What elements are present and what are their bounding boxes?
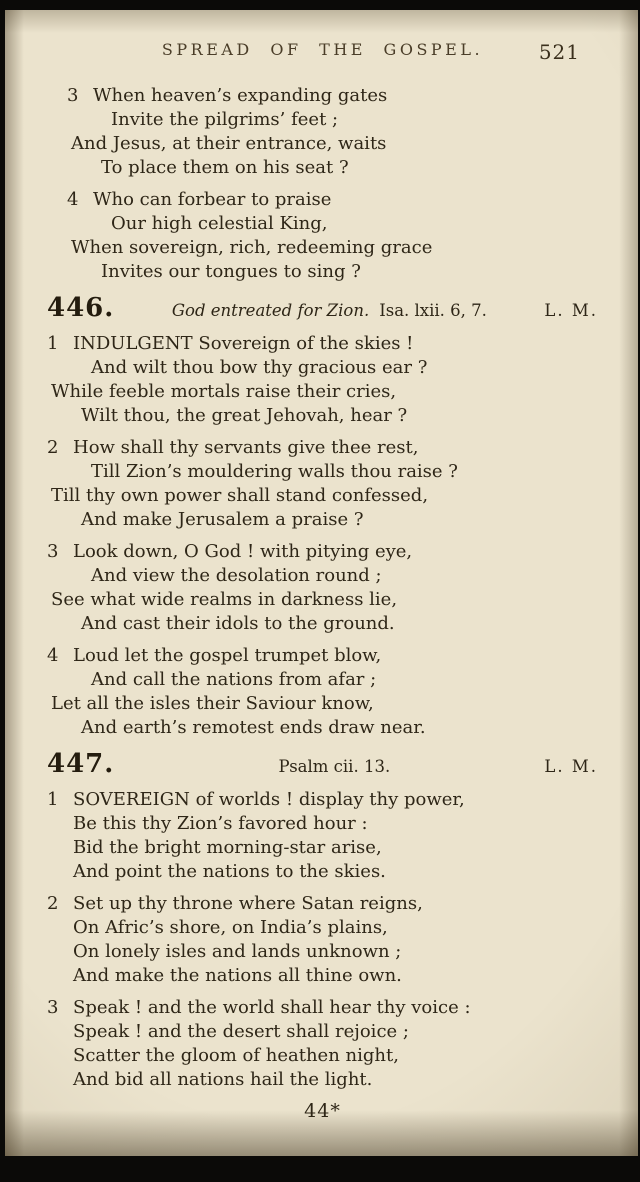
- verse-line: Till thy own power shall stand confessed,: [51, 485, 429, 506]
- verse-line: Invite the pilgrims’ feet ;: [111, 109, 339, 130]
- verse-number: 3: [47, 541, 59, 562]
- verse: [67, 188, 598, 284]
- verse-number: 3: [47, 997, 59, 1018]
- verse-line: [47, 644, 598, 668]
- verse-line: [47, 892, 598, 916]
- verse-line: [47, 436, 598, 460]
- verse: [47, 788, 598, 884]
- verse-line: Invites our tongues to sing ?: [101, 261, 361, 282]
- page-header: [47, 40, 598, 66]
- verse-line: Bid the bright morning-star arise,: [73, 837, 382, 858]
- page-number: 521: [538, 40, 580, 64]
- verse-number: 4: [47, 645, 59, 666]
- hymn-scripture-reference: Isa. lxii. 6, 7.: [379, 301, 487, 320]
- verse-line: [47, 540, 598, 564]
- verse-line-text: How shall thy servants give thee rest,: [73, 437, 419, 458]
- verse-line: And make the nations all thine own.: [73, 965, 402, 986]
- verse-line: Scatter the gloom of heathen night,: [73, 1045, 399, 1066]
- verse: [47, 436, 598, 532]
- hymn-title: God entreated for Zion.: [171, 301, 370, 320]
- verse-line-text: INDULGENT Sovereign of the skies !: [73, 333, 414, 354]
- hymn-heading: [47, 750, 598, 778]
- verse-number: 2: [47, 437, 59, 458]
- verse-line: When sovereign, rich, redeeming grace: [71, 237, 433, 258]
- verse-line: [47, 332, 598, 356]
- hymn-meter: L. M.: [544, 301, 598, 320]
- verse-line: [67, 188, 598, 212]
- verse-line-text: Look down, O God ! with pitying eye,: [73, 541, 413, 562]
- verse-line: And wilt thou bow thy gracious ear ?: [91, 357, 428, 378]
- verse-line-text: Loud let the gospel trumpet blow,: [73, 645, 382, 666]
- verse-line: To place them on his seat ?: [101, 157, 349, 178]
- hymn-title-group: [114, 757, 544, 776]
- verse-line: And bid all nations hail the light.: [73, 1069, 373, 1090]
- hymn-446: [47, 294, 598, 740]
- verse: [47, 540, 598, 636]
- verse: [47, 332, 598, 428]
- verse-line: Be this thy Zion’s favored hour :: [73, 813, 368, 834]
- verse-line: On Afric’s shore, on India’s plains,: [73, 917, 388, 938]
- hymn-scripture-reference: Psalm cii. 13.: [278, 757, 391, 776]
- hymn-number: 446.: [47, 293, 115, 323]
- verse-line: And point the nations to the skies.: [73, 861, 386, 882]
- verse-line-text: SOVEREIGN of worlds ! display thy power,: [73, 789, 465, 810]
- verse: [67, 84, 598, 180]
- verse-line-text: Set up thy throne where Satan reigns,: [73, 893, 423, 914]
- signature-mark: 44*: [304, 1100, 341, 1122]
- verse-number: 1: [47, 789, 59, 810]
- verse-line: And make Jerusalem a praise ?: [81, 509, 364, 530]
- verse-line: Let all the isles their Saviour know,: [51, 693, 374, 714]
- verse: [47, 644, 598, 740]
- verse-number: 3: [67, 85, 79, 106]
- hymn-447: [47, 750, 598, 1092]
- verse-line: And view the desolation round ;: [91, 565, 382, 586]
- verse-line: Wilt thou, the great Jehovah, hear ?: [81, 405, 408, 426]
- verse-line-text: Who can forbear to praise: [93, 189, 332, 210]
- hymn-meter: L. M.: [544, 757, 598, 776]
- running-head: SPREAD OF THE GOSPEL.: [161, 40, 484, 59]
- verse-line: [47, 996, 598, 1020]
- verse-line: See what wide realms in darkness lie,: [51, 589, 398, 610]
- verse-line: [47, 788, 598, 812]
- hymn-heading: [47, 294, 598, 322]
- verse-line: [67, 84, 598, 108]
- verse-line: And call the nations from afar ;: [91, 669, 377, 690]
- hymn-continuation: [47, 84, 598, 284]
- verse-line: And Jesus, at their entrance, waits: [71, 133, 387, 154]
- hymn-number: 447.: [47, 749, 115, 779]
- verse-line: Speak ! and the desert shall rejoice ;: [73, 1021, 409, 1042]
- verse: [47, 996, 598, 1092]
- verse-line-text: Speak ! and the world shall hear thy voice :: [73, 997, 471, 1018]
- verse-line: On lonely isles and lands unknown ;: [73, 941, 402, 962]
- verse-line: And cast their idols to the ground.: [81, 613, 395, 634]
- hymn-title-group: [114, 301, 544, 320]
- book-page: [5, 10, 638, 1156]
- verse-number: 4: [67, 189, 79, 210]
- verse-line: While feeble mortals raise their cries,: [51, 381, 397, 402]
- verse-line: Our high celestial King,: [111, 213, 328, 234]
- verse: [47, 892, 598, 988]
- verse-number: 2: [47, 893, 59, 914]
- verse-line: Till Zion’s mouldering walls thou raise ?: [91, 461, 458, 482]
- verse-number: 1: [47, 333, 59, 354]
- verse-line-text: When heaven’s expanding gates: [93, 85, 388, 106]
- verse-line: And earth’s remotest ends draw near.: [81, 717, 426, 738]
